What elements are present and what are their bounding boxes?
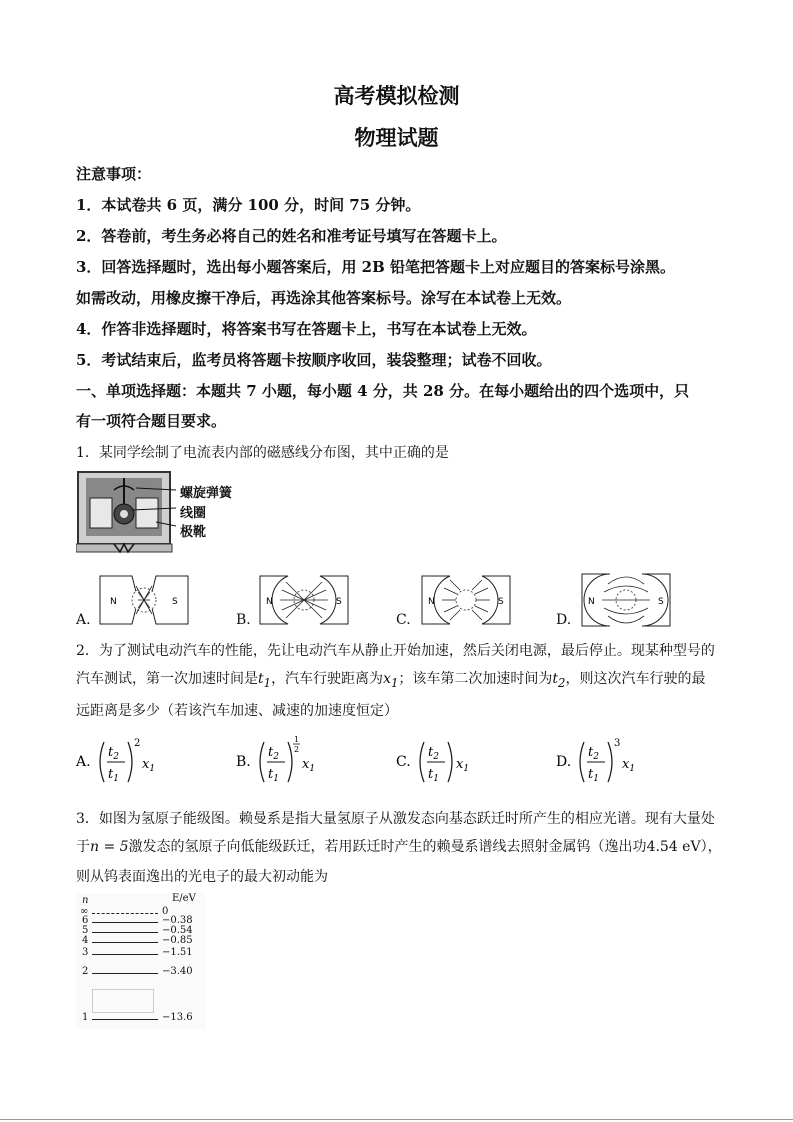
level-e-4: −0.85	[162, 935, 193, 946]
level-e-inf: 0	[162, 906, 169, 917]
exam-subtitle: 物理试题	[354, 125, 439, 150]
q2-options-row	[76, 736, 716, 788]
svg-text:x1: $x_1$	[142, 757, 156, 774]
q3-text-b: 激发态的氢原子向低能级跃迁，若用跃迁时产生的赖曼系谱线去照射金属钨（逸出功	[128, 839, 647, 855]
q2-option-b[interactable]	[236, 736, 315, 784]
level-e-2: −3.40	[162, 966, 193, 977]
pole-s-d: S	[658, 597, 664, 607]
level-line-1	[92, 1019, 158, 1020]
q2-text-b: ，汽车行驶距离为	[271, 671, 384, 687]
pole-s-c: S	[498, 597, 504, 607]
note-item-1: 1．本试卷共 6 页，满分 100 分，时间 75 分钟。	[76, 196, 421, 214]
q1-option-b-diagram[interactable]	[258, 574, 350, 626]
label-coil: 线圈	[180, 506, 207, 521]
svg-text:t1: $t_1$	[268, 767, 279, 784]
q3-line-3: 则从钨表面逸出的光电子的最大初动能为	[76, 869, 328, 885]
diagram-gap-box	[92, 989, 154, 1013]
level-line-5	[92, 932, 158, 933]
q1-option-d-diagram[interactable]	[580, 572, 672, 628]
svg-text:t2: $t_2$	[588, 745, 599, 762]
q3-text-a: 于	[76, 839, 90, 855]
q1-option-c-diagram[interactable]	[420, 574, 512, 626]
level-line-6	[92, 922, 158, 923]
pole-n-a: N	[110, 597, 117, 607]
svg-text:t1: $t_1$	[588, 767, 599, 784]
svg-text:1: 1	[294, 736, 300, 744]
svg-text:t1: $t_1$	[428, 767, 439, 784]
svg-text:D.: D.	[556, 754, 572, 770]
q1-option-b-label[interactable]: B.	[236, 612, 251, 628]
svg-text:3: 3	[614, 738, 621, 749]
q2-line-1: 2．为了测试电动汽车的性能，先让电动汽车从静止开始加速，然后关闭电源，最后停止。现某种型号的	[76, 643, 715, 659]
q1-option-a-label[interactable]: A.	[76, 612, 91, 628]
page-bottom-rule	[0, 1119, 793, 1120]
section-heading-line-2: 有一项符合题目要求。	[76, 412, 227, 430]
svg-text:B.: B.	[236, 754, 251, 770]
level-e-1: −13.6	[162, 1012, 193, 1023]
level-line-2	[92, 973, 158, 974]
svg-text:x1: $x_1$	[622, 757, 636, 774]
q2-option-c[interactable]	[396, 742, 469, 784]
level-line-4	[92, 942, 158, 943]
q3-n5: n = 5	[90, 839, 129, 855]
note-item-5: 5．考试结束后，监考员将答题卡按顺序收回，装袋整理；试卷不回收。	[76, 351, 552, 369]
axis-e-label: E/eV	[172, 893, 196, 904]
pole-s-a: S	[172, 597, 178, 607]
svg-text:C.: C.	[396, 754, 411, 770]
label-pole-shoe: 极靴	[180, 525, 207, 540]
level-e-5: −0.54	[162, 925, 193, 936]
level-n-2: 2	[82, 966, 89, 977]
q1-option-d-label[interactable]: D.	[556, 612, 572, 628]
level-n-6: 6	[82, 915, 89, 926]
axis-n-label: n	[82, 895, 89, 906]
q2-line-2	[76, 668, 705, 690]
svg-text:t2: $t_2$	[108, 745, 119, 762]
q2-x1: $x_1$	[383, 671, 399, 690]
svg-text:A.: A.	[76, 754, 91, 770]
pole-n-d: N	[588, 597, 595, 607]
q3-text-c: ），	[700, 839, 722, 855]
note-item-3-cont: 如需改动，用橡皮擦干净后，再选涂其他答案标号。涂写在本试卷上无效。	[76, 289, 572, 307]
level-n-1: 1	[82, 1012, 89, 1023]
q3-line-1: 3．如图为氢原子能级图。赖曼系是指大量氢原子从激发态向基态跃迁时所产生的相应光谱。现有大量处	[76, 811, 715, 827]
q2-line-3: 远距离是多少（若该汽车加速、减速的加速度恒定）	[76, 703, 398, 719]
exam-title: 高考模拟检测	[333, 83, 460, 108]
svg-text:t1: $t_1$	[108, 767, 119, 784]
svg-text:x1: $x_1$	[302, 757, 316, 774]
section-heading-line-1: 一、单项选择题：本题共 7 小题，每小题 4 分，共 28 分。在每小题给出的四个选项中，只	[76, 382, 690, 400]
note-item-2: 2．答卷前，考生务必将自己的姓名和准考证号填写在答题卡上。	[76, 227, 507, 245]
pole-s-b: S	[336, 597, 342, 607]
q3-work-function: 4.54 eV	[646, 839, 701, 855]
pole-n-b: N	[266, 597, 273, 607]
q2-text-c: ；该车第二次加速时间为	[398, 671, 553, 687]
svg-text:x1: $x_1$	[456, 757, 470, 774]
notes-heading: 注意事项：	[76, 165, 152, 183]
q2-text-d: ，则这次汽车行驶的最	[565, 671, 706, 687]
level-n-5: 5	[82, 925, 89, 936]
level-n-3: 3	[82, 947, 89, 958]
label-spring: 螺旋弹簧	[180, 486, 233, 501]
level-e-3: −1.51	[162, 947, 193, 958]
svg-text:t2: $t_2$	[428, 745, 439, 762]
level-n-inf: ∞	[80, 906, 89, 917]
pole-n-c: N	[428, 597, 435, 607]
q2-option-a[interactable]	[76, 738, 155, 784]
level-e-6: −0.38	[162, 915, 193, 926]
svg-text:t2: $t_2$	[268, 745, 279, 762]
q3-line-2	[76, 836, 722, 856]
q2-t1: $t_1$	[258, 671, 272, 690]
level-n-4: 4	[82, 935, 89, 946]
q1-stem: 1．某同学绘制了电流表内部的磁感线分布图，其中正确的是	[76, 445, 449, 461]
note-item-3: 3．回答选择题时，选出每小题答案后，用 2B 铅笔把答题卡上对应题目的答案标号涂黑。	[76, 258, 676, 276]
svg-text:2: 2	[294, 745, 300, 754]
q2-option-d[interactable]	[556, 738, 635, 784]
q1-option-a-diagram[interactable]	[98, 574, 190, 626]
q2-text-a: 汽车测试，第一次加速时间是	[76, 671, 258, 687]
energy-level-diagram	[76, 893, 206, 1029]
q1-option-c-label[interactable]: C.	[396, 612, 411, 628]
level-line-3	[92, 954, 158, 955]
svg-text:2: 2	[134, 738, 141, 749]
note-item-4: 4．作答非选择题时，将答案书写在答题卡上，书写在本试卷上无效。	[76, 320, 537, 338]
q2-t2: $t_2$	[552, 671, 566, 690]
level-line-inf	[92, 913, 158, 914]
